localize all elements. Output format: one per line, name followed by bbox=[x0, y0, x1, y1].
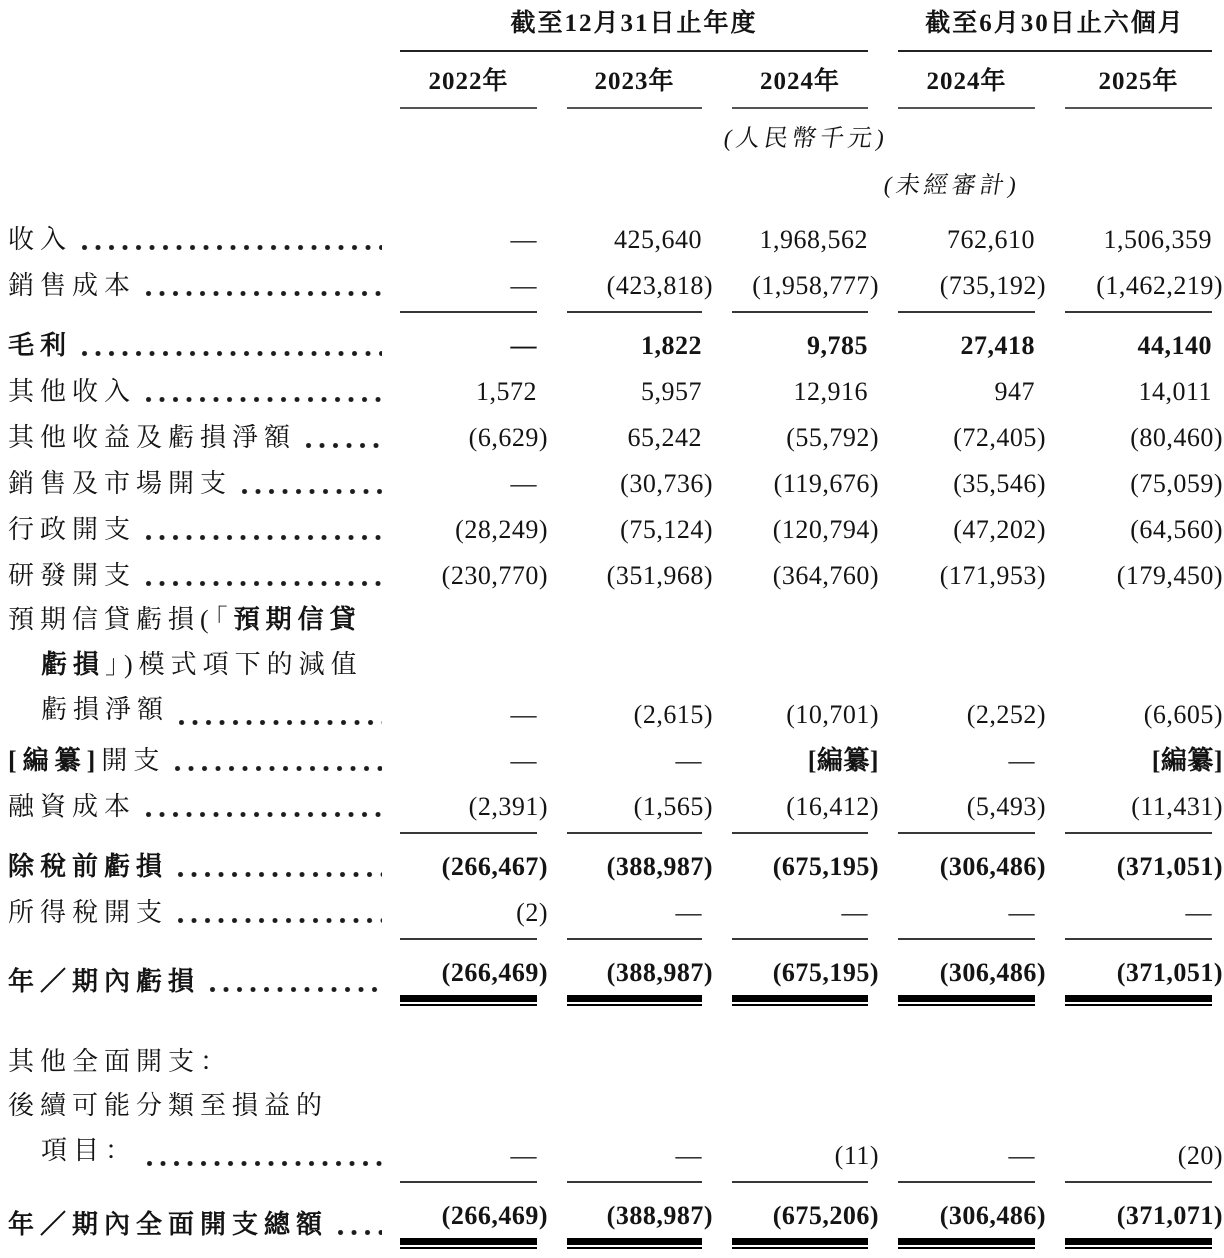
col-group-interim bbox=[868, 0, 1212, 52]
currency-unit-note: (人民幣千元) bbox=[721, 126, 891, 152]
row-oci-items bbox=[8, 1079, 1212, 1183]
value-cell: (388,987) bbox=[606, 852, 713, 881]
dot-leader bbox=[82, 351, 382, 356]
value-cell: (675,206) bbox=[702, 1183, 868, 1258]
value-cell: (20) bbox=[1035, 1079, 1212, 1183]
value-cell: — bbox=[510, 700, 537, 729]
dot-leader bbox=[338, 1230, 382, 1235]
value-cell: (306,486) bbox=[939, 852, 1047, 881]
value-cell: — bbox=[702, 884, 868, 940]
header-years-row bbox=[8, 52, 1212, 109]
dot-leader bbox=[242, 489, 382, 494]
value-cell: (364,760) bbox=[772, 561, 880, 590]
value-cell: (351,968) bbox=[606, 561, 713, 590]
value-cell: — bbox=[510, 469, 537, 498]
row-loss-for-the-year bbox=[8, 940, 1212, 1015]
empty-corner bbox=[8, 0, 400, 52]
col-header-2025-interim: 2025年 bbox=[1035, 52, 1212, 109]
value-cell: (6,629) bbox=[468, 423, 548, 452]
col-header-2024-interim: 2024年 bbox=[868, 52, 1035, 109]
value-cell: [編纂] bbox=[1151, 746, 1224, 775]
dot-leader bbox=[146, 535, 382, 540]
value-cell: (30,736) bbox=[620, 469, 713, 498]
value-cell: — bbox=[510, 331, 537, 360]
value-cell: (675,195) bbox=[702, 940, 868, 1015]
row-label: 預期信貸虧損(「預期信貸 虧損」)模式項下的減值 虧損淨額 bbox=[8, 593, 400, 732]
value-cell: (1,565) bbox=[537, 778, 702, 834]
dot-leader bbox=[179, 720, 382, 725]
value-cell: (64,560) bbox=[1130, 515, 1224, 544]
dot-leader bbox=[146, 291, 382, 296]
unit-note-row bbox=[8, 109, 1212, 156]
dot-leader bbox=[146, 812, 382, 817]
value-cell: 762,610 bbox=[947, 225, 1036, 254]
value-cell: (11) bbox=[702, 1079, 868, 1183]
income-statement-table bbox=[8, 0, 1224, 1258]
row-revenue bbox=[8, 203, 1212, 257]
value-cell: (371,051) bbox=[1116, 852, 1224, 881]
row-total-comprehensive-expense bbox=[8, 1183, 1212, 1258]
value-cell: 14,011 bbox=[1138, 377, 1213, 406]
value-cell: (16,412) bbox=[702, 778, 868, 834]
row-gross-profit bbox=[8, 313, 1212, 363]
row-label: 研發開支 bbox=[8, 547, 400, 593]
value-cell: (47,202) bbox=[953, 515, 1047, 544]
value-cell: (119,676) bbox=[773, 469, 880, 498]
value-cell: (28,249) bbox=[455, 515, 548, 544]
value-cell: 1,822 bbox=[641, 331, 702, 360]
value-cell: (306,486) bbox=[868, 1183, 1035, 1258]
value-cell: — bbox=[537, 1079, 702, 1183]
dot-leader bbox=[210, 987, 382, 992]
dot-leader bbox=[175, 766, 382, 771]
value-cell: (735,192) bbox=[868, 257, 1035, 313]
value-cell: (1,462,219) bbox=[1035, 257, 1212, 313]
audit-note-row bbox=[8, 156, 1212, 203]
value-cell: 5,957 bbox=[641, 377, 702, 406]
value-cell: — bbox=[868, 1079, 1035, 1183]
value-cell: (1,958,777) bbox=[702, 257, 868, 313]
row-label: 年／期內全面開支總額 bbox=[8, 1183, 400, 1258]
value-cell: (75,059) bbox=[1130, 469, 1224, 498]
value-cell: (5,493) bbox=[868, 778, 1035, 834]
value-cell: (10,701) bbox=[786, 700, 880, 729]
value-cell: (266,469) bbox=[400, 940, 537, 1015]
row-loss-before-tax bbox=[8, 834, 1212, 884]
dot-leader bbox=[147, 1161, 382, 1166]
header-period-groups-row bbox=[8, 0, 1212, 52]
row-label: 融資成本 bbox=[8, 778, 400, 834]
value-cell: (35,546) bbox=[953, 469, 1047, 498]
value-cell: (2) bbox=[400, 884, 537, 940]
value-cell: 1,968,562 bbox=[759, 225, 869, 254]
row-ecl-impairment bbox=[8, 593, 1212, 732]
row-label: 行政開支 bbox=[8, 501, 400, 547]
value-cell: (266,469) bbox=[400, 1183, 537, 1258]
row-label: 毛利 bbox=[8, 313, 400, 363]
row-label: 收入 bbox=[8, 203, 400, 257]
value-cell: (388,987) bbox=[537, 1183, 702, 1258]
value-cell: (179,450) bbox=[1116, 561, 1224, 590]
dot-leader bbox=[178, 872, 382, 877]
col-header-2024: 2024年 bbox=[702, 52, 868, 109]
col-group-annual bbox=[400, 0, 868, 52]
dot-leader bbox=[306, 443, 382, 448]
row-label: 其他收益及虧損淨額 bbox=[8, 409, 400, 455]
value-cell: (230,770) bbox=[441, 561, 548, 590]
row-label: 其他收入 bbox=[8, 363, 400, 409]
row-label: 其他全面開支： bbox=[8, 1047, 233, 1076]
row-label: 除稅前虧損 bbox=[8, 834, 400, 884]
dot-leader bbox=[146, 581, 382, 586]
col-header-2023: 2023年 bbox=[537, 52, 702, 109]
row-label: 銷售成本 bbox=[8, 257, 400, 313]
row-label: 所得稅開支 bbox=[8, 884, 400, 940]
value-cell: — bbox=[868, 884, 1035, 940]
row-label: 後續可能分類至損益的 項目： bbox=[8, 1079, 400, 1183]
value-cell: — bbox=[400, 257, 537, 313]
value-cell: (80,460) bbox=[1130, 423, 1224, 452]
row-admin-expenses bbox=[8, 501, 1212, 547]
value-cell: 1,572 bbox=[476, 377, 537, 406]
value-cell: 65,242 bbox=[627, 423, 702, 452]
row-other-gains-losses bbox=[8, 409, 1212, 455]
value-cell: 425,640 bbox=[614, 225, 702, 254]
row-finance-costs bbox=[8, 778, 1212, 834]
value-cell: (2,615) bbox=[633, 700, 713, 729]
dot-leader bbox=[146, 397, 382, 402]
row-label: 年／期內虧損 bbox=[8, 940, 400, 1015]
unaudited-note: (未經審計) bbox=[881, 173, 1022, 199]
value-cell: (423,818) bbox=[537, 257, 702, 313]
col-header-2022: 2022年 bbox=[400, 52, 537, 109]
value-cell: — bbox=[537, 884, 702, 940]
value-cell: (306,486) bbox=[868, 940, 1035, 1015]
dot-leader bbox=[178, 918, 382, 923]
value-cell: 27,418 bbox=[960, 331, 1036, 360]
value-cell: 12,916 bbox=[793, 377, 869, 406]
value-cell: 9,785 bbox=[807, 331, 869, 360]
value-cell: 947 bbox=[994, 377, 1036, 406]
value-cell: — bbox=[510, 225, 537, 254]
value-cell: (388,987) bbox=[537, 940, 702, 1015]
dot-leader bbox=[82, 245, 382, 250]
row-rd-expenses bbox=[8, 547, 1212, 593]
value-cell: (266,467) bbox=[441, 852, 548, 881]
col-group-interim-title: 截至6月30日止六個月 bbox=[925, 10, 1185, 37]
row-selling-marketing-expenses bbox=[8, 455, 1212, 501]
value-cell: (371,071) bbox=[1035, 1183, 1212, 1258]
value-cell: — bbox=[1008, 746, 1036, 775]
value-cell: (675,195) bbox=[772, 852, 880, 881]
value-cell: (2,391) bbox=[400, 778, 537, 834]
value-cell: (2,252) bbox=[966, 700, 1047, 729]
row-label: [編纂] 開支 bbox=[8, 732, 400, 778]
value-cell: [編纂] bbox=[807, 746, 880, 775]
audit-note-cell bbox=[868, 156, 1035, 203]
row-income-tax-expense bbox=[8, 884, 1212, 940]
row-cost-of-sales bbox=[8, 257, 1212, 313]
value-cell: — bbox=[1035, 884, 1212, 940]
value-cell: (120,794) bbox=[772, 515, 880, 544]
value-cell: — bbox=[510, 746, 537, 775]
value-cell: (171,953) bbox=[939, 561, 1047, 590]
value-cell: (75,124) bbox=[620, 515, 713, 544]
value-cell: 44,140 bbox=[1137, 331, 1213, 360]
row-listing-expenses bbox=[8, 732, 1212, 778]
value-cell: (371,051) bbox=[1035, 940, 1212, 1015]
col-group-annual-title: 截至12月31日止年度 bbox=[510, 10, 758, 37]
value-cell: 1,506,359 bbox=[1103, 225, 1213, 254]
row-oci-header bbox=[8, 1015, 1212, 1079]
row-label: 銷售及市場開支 bbox=[8, 455, 400, 501]
value-cell: (6,605) bbox=[1143, 700, 1224, 729]
unit-note-cell bbox=[400, 109, 1212, 156]
value-cell: — bbox=[675, 746, 702, 775]
value-cell: — bbox=[400, 1079, 537, 1183]
value-cell: (11,431) bbox=[1035, 778, 1212, 834]
value-cell: (55,792) bbox=[786, 423, 880, 452]
row-other-income bbox=[8, 363, 1212, 409]
value-cell: (72,405) bbox=[953, 423, 1047, 452]
